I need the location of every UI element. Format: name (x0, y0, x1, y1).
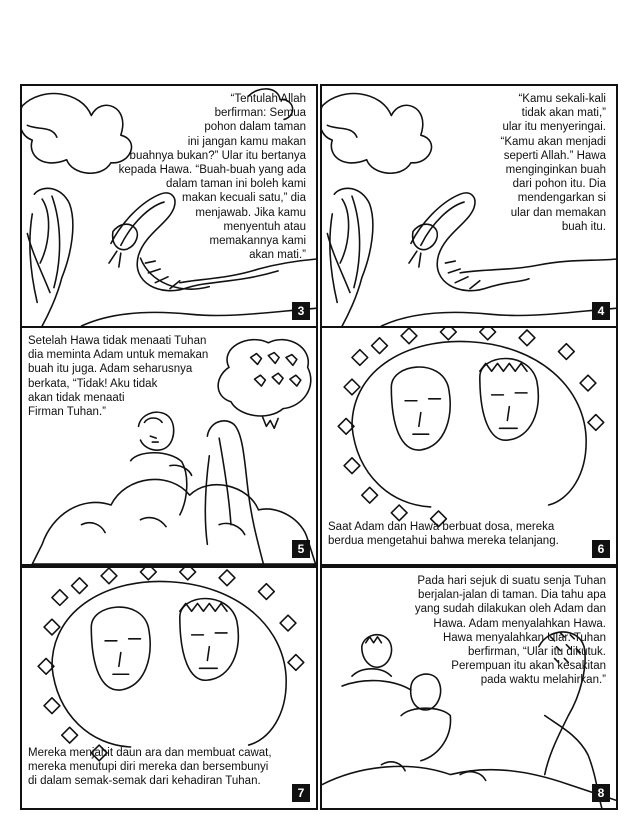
panel-7-caption: Mereka menjahit daun ara dan membuat cawat, mereka menutupi diri mereka dan bersembunyi di dalam semak-semak dari kehadiran Tuhan. (28, 747, 272, 788)
panel-4 (320, 84, 618, 328)
panel-5-number: 5 (292, 540, 310, 558)
panel-6 (320, 326, 618, 566)
panel-8 (320, 566, 618, 810)
panel-8-caption: Pada hari sejuk di suatu senja Tuhan berjalan-jalan di taman. Dia tahu apa yang sudah dilakukan oleh Adam dan Hawa. Adam menyalahkan Hawa. Hawa menyalahkan Ular. Tuhan berfirman, “Ular itu dikutuk. Perempuan itu akan kesakitan pada waktu melahirkan.” (414, 575, 606, 687)
panel-6-number: 6 (592, 540, 610, 558)
panel-8-number: 8 (592, 784, 610, 802)
panel-7 (20, 566, 318, 810)
panel-3 (20, 84, 318, 328)
panel-7-number: 7 (292, 784, 310, 802)
panel-6-caption: Saat Adam dan Hawa berbuat dosa, mereka berdua mengetahui bahwa mereka telanjang. (328, 521, 559, 548)
panel-4-caption: “Kamu sekali-kali tidak akan mati,” ular itu menyeringai. “Kamu akan menjadi seperti Allah.” Hawa menginginkan buah dari pohon itu. Dia mendengarkan si ular dan memakan buah itu. (500, 93, 606, 233)
panel-4-number: 4 (592, 302, 610, 320)
panel-3-caption: “Tentulah Allah berfirman: Semua pohon dalam taman ini jangan kamu makan buahnya bukan?” Ular itu bertanya kepada Hawa. “Buah-buah yang ada dalam taman ini boleh kami makan kecuali satu,” dia menjawab. Jika kamu menyentuh atau memakannya kami akan mati.” (118, 93, 306, 262)
panel-5-caption: Setelah Hawa tidak menaati Tuhan dia meminta Adam untuk memakan buah itu juga. Adam seharusnya berkata, “Tidak! Aku tidak akan tidak menaati Firman Tuhan.” (28, 335, 209, 419)
panel-5 (20, 326, 318, 566)
panel-3-number: 3 (292, 302, 310, 320)
